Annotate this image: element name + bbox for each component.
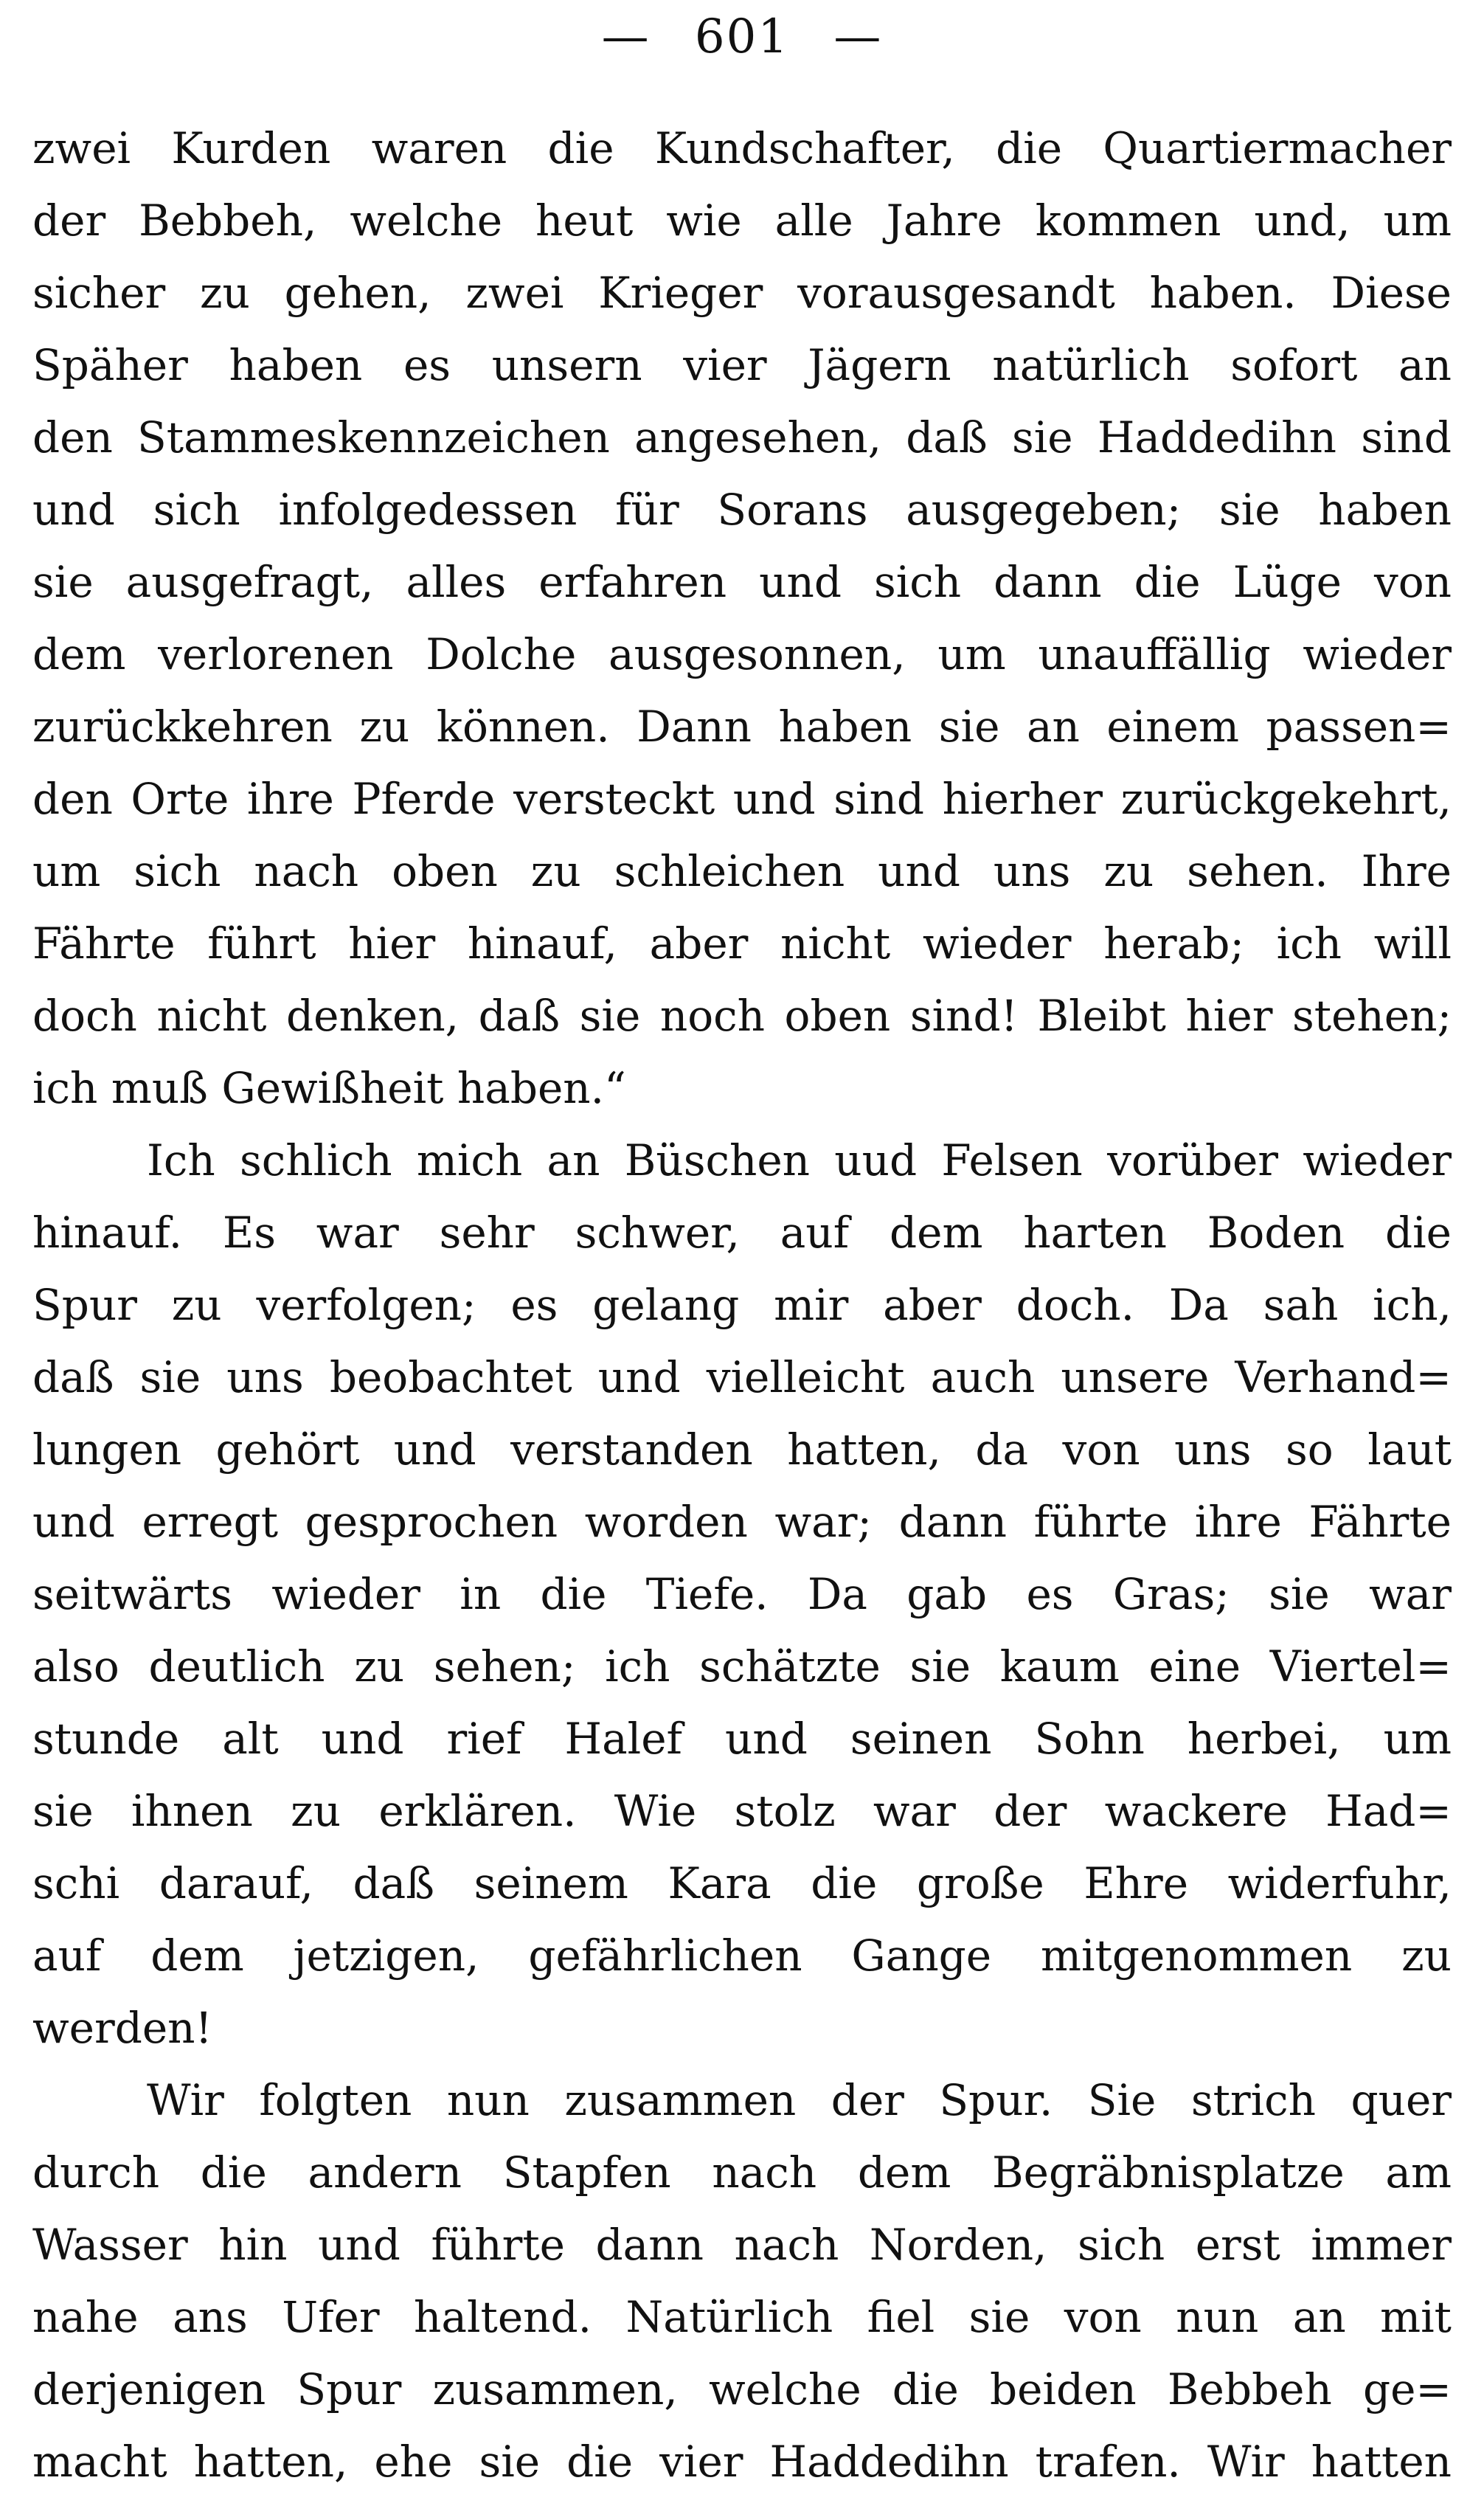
text-line: den Orte ihre Pferde versteckt und sind hierher zurückgekehrt, xyxy=(32,774,1452,824)
text-line: sie ausgefragt, alles erfahren und sich dann die Lüge von xyxy=(32,557,1452,607)
text-line: hinauf. Es war sehr schwer, auf dem harten Boden die xyxy=(32,1208,1452,1258)
text-line: also deutlich zu sehen; ich schätzte sie kaum eine Viertel= xyxy=(32,1641,1452,1692)
text-line: derjenigen Spur zusammen, welche die beiden Bebbeh ge= xyxy=(32,2364,1452,2414)
text-line: Ich schlich mich an Büschen uud Felsen vorüber wieder xyxy=(147,1135,1452,1185)
text-line: sicher zu gehen, zwei Krieger vorausgesandt haben. Diese xyxy=(32,268,1452,318)
text-line: Späher haben es unsern vier Jägern natürlich sofort an xyxy=(32,340,1452,390)
text-line: durch die andern Stapfen nach dem Begräbnisplatze am xyxy=(32,2147,1452,2198)
text-line: um sich nach oben zu schleichen und uns zu sehen. Ihre xyxy=(32,846,1452,896)
text-line: Wasser hin und führte dann nach Norden, sich erst immer xyxy=(32,2220,1452,2270)
text-line: Spur zu verfolgen; es gelang mir aber doch. Da sah ich, xyxy=(32,1280,1452,1330)
text-line: der Bebbeh, welche heut wie alle Jahre kommen und, um xyxy=(32,195,1452,246)
text-line: macht hatten, ehe sie die vier Haddedihn trafen. Wir hatten xyxy=(32,2437,1452,2487)
header-dash-right: — xyxy=(833,10,883,64)
text-line: lungen gehört und verstanden hatten, da von uns so laut xyxy=(32,1424,1452,1475)
header-dash-left: — xyxy=(601,10,651,64)
page-number: 601 xyxy=(694,10,790,64)
text-line: zwei Kurden waren die Kundschafter, die Quartiermacher xyxy=(32,123,1452,173)
text-line: daß sie uns beobachtet und vielleicht auch unsere Verhand= xyxy=(32,1352,1452,1402)
text-line: sie ihnen zu erklären. Wie stolz war der wackere Had= xyxy=(32,1786,1452,1836)
text-line: seitwärts wieder in die Tiefe. Da gab es Gras; sie war xyxy=(32,1569,1452,1619)
text-line: stunde alt und rief Halef und seinen Sohn herbei, um xyxy=(32,1714,1452,1764)
text-line: den Stammeskennzeichen angesehen, daß sie Haddedihn sind xyxy=(32,412,1452,463)
text-line: ich muß Gewißheit haben.“ xyxy=(32,1063,626,1113)
text-line: schi darauf, daß seinem Kara die große Ehre widerfuhr, xyxy=(32,1858,1452,1908)
text-line: zurückkehren zu können. Dann haben sie an einem passen= xyxy=(32,702,1452,752)
text-line: Fährte führt hier hinauf, aber nicht wieder herab; ich will xyxy=(32,918,1452,969)
text-line: dem verlorenen Dolche ausgesonnen, um unauffällig wieder xyxy=(32,629,1452,679)
text-line: und sich infolgedessen für Sorans ausgegeben; sie haben xyxy=(32,485,1452,535)
text-line: doch nicht denken, daß sie noch oben sind! Bleibt hier stehen; xyxy=(32,991,1452,1041)
text-line: nahe ans Ufer haltend. Natürlich fiel sie von nun an mit xyxy=(32,2292,1452,2342)
body-text xyxy=(32,112,1452,2498)
page-header xyxy=(0,0,1484,81)
text-line: Wir folgten nun zusammen der Spur. Sie strich quer xyxy=(147,2075,1452,2125)
text-line: auf dem jetzigen, gefährlichen Gange mitgenommen zu xyxy=(32,1931,1452,1981)
text-line: und erregt gesprochen worden war; dann führte ihre Fährte xyxy=(32,1497,1452,1547)
text-line: werden! xyxy=(32,2003,212,2053)
